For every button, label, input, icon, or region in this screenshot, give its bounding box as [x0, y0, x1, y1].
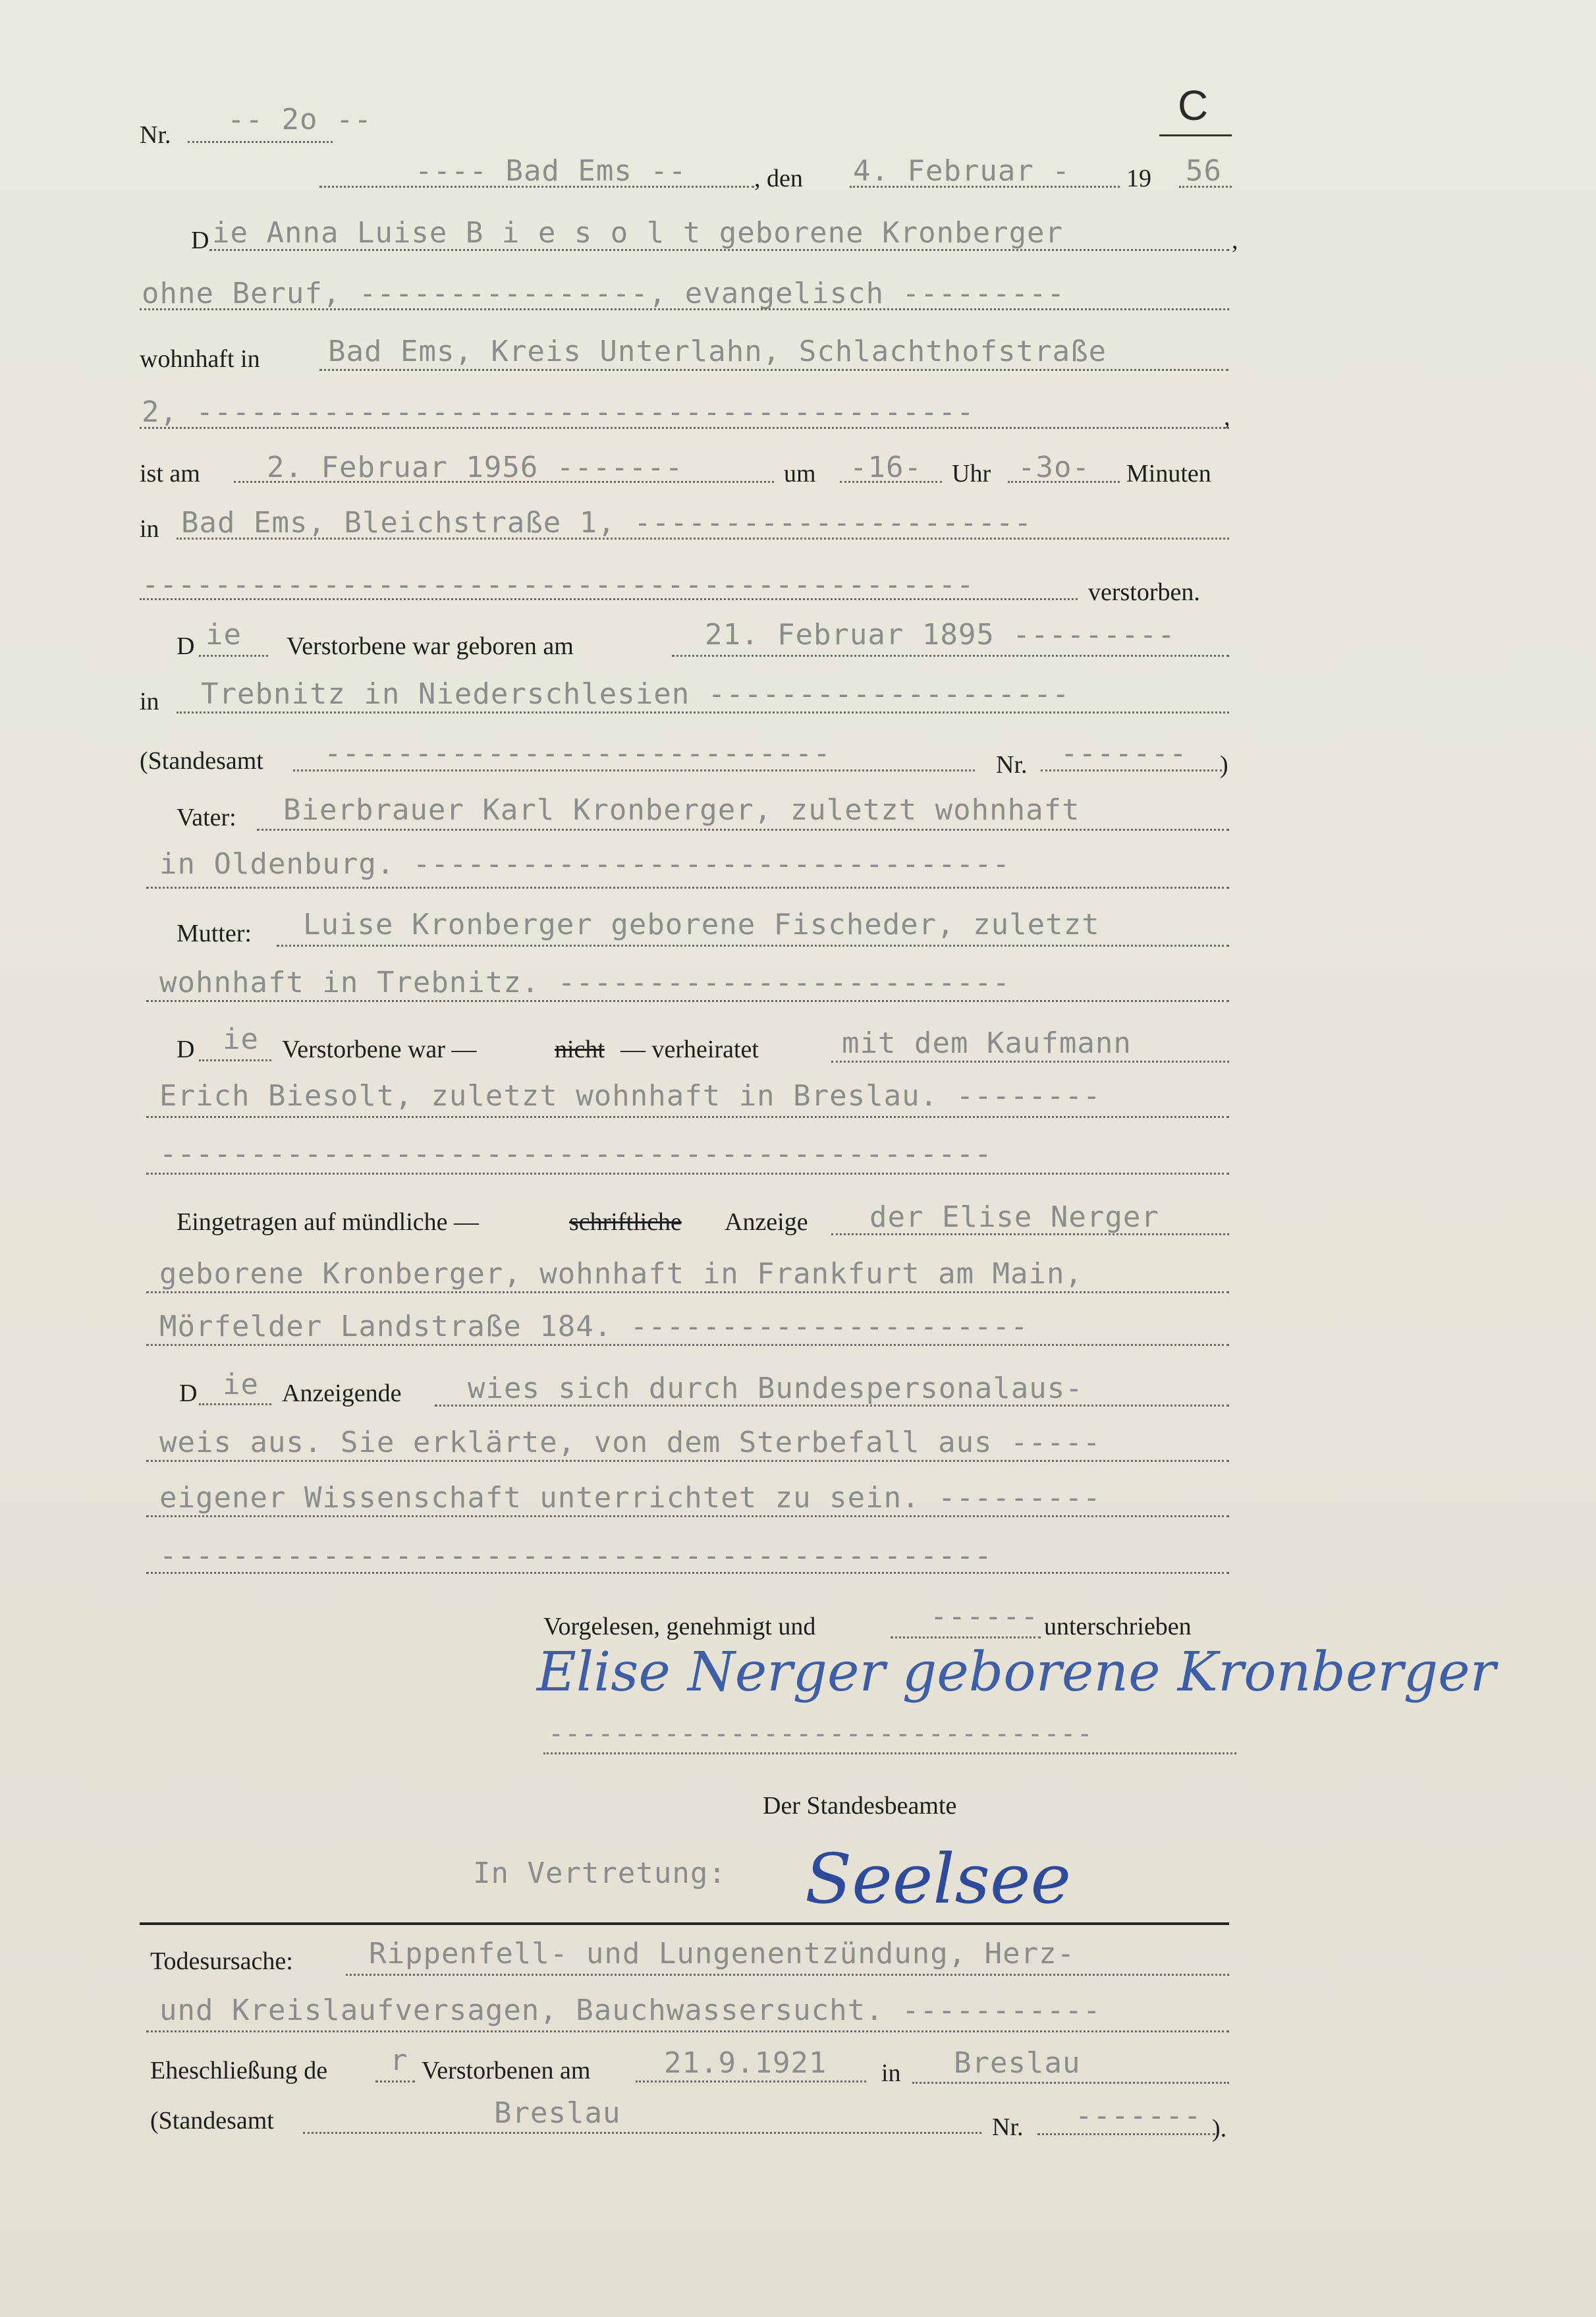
hour-dotline [840, 481, 942, 483]
verh-value2: Erich Biesolt, zuletzt wohnhaft in Breslau. -------- [159, 1079, 1101, 1113]
d4-dotline [199, 1403, 271, 1405]
anzeigende-value4: ---------------------------------------------- [159, 1539, 993, 1573]
nr3-value: ------- [1075, 2099, 1202, 2133]
mutter-value2: wohnhaft in Trebnitz. ------------------------- [159, 966, 1011, 999]
ehe-label2: Verstorbenen am [422, 2057, 591, 2084]
verh-value: mit dem Kaufmann [842, 1026, 1132, 1060]
anzeige3-dotline [146, 1344, 1229, 1346]
mutter2-dotline [146, 1000, 1229, 1002]
ehe-date-dotline [636, 2080, 866, 2082]
verh-label2: — verheiratet [620, 1036, 759, 1063]
year-suffix: 56 [1186, 154, 1222, 188]
unterschrieben-label: unterschrieben [1044, 1613, 1192, 1640]
anzeigende-value: wies sich durch Bundespersonalaus- [468, 1372, 1084, 1405]
nr-value: -- 2o -- [227, 103, 372, 136]
nr-dotline [188, 141, 333, 143]
death-place2-dotline [140, 598, 1078, 600]
vorgelesen-label: Vorgelesen, genehmigt und [543, 1613, 816, 1640]
todesursache-value: Rippenfell- und Lungenentzündung, Herz- [369, 1937, 1076, 1970]
anzeigende4-dotline [146, 1572, 1229, 1574]
year-prefix: 19 [1126, 165, 1151, 192]
nr3-dotline [1037, 2133, 1215, 2135]
section-divider [140, 1922, 1229, 1925]
death-place: Bad Ems, Bleichstraße 1, ---------------------- [181, 506, 1033, 540]
birth-date: 21. Februar 1895 --------- [705, 618, 1176, 652]
born-label: Verstorbene war geboren am [287, 632, 574, 660]
d1-value: ie Anna Luise B i e s o l t geborene Kronberger [212, 216, 1064, 250]
wohnhaft-value2: 2, ------------------------------------------- [142, 395, 975, 429]
birth-place: Trebnitz in Niederschlesien -------------------- [201, 677, 1070, 711]
wohnhaft2-comma: , [1224, 403, 1230, 431]
wohnhaft2-dotline [140, 427, 1229, 429]
d2-dotline [199, 655, 268, 657]
vorgelesen-dotline [891, 1636, 1041, 1638]
death-place2: ---------------------------------------------- [142, 568, 975, 601]
anzeigende-label: Anzeigende [282, 1380, 402, 1407]
nr-label: Nr. [140, 121, 171, 149]
in2-label: in [140, 688, 159, 715]
minuten-label: Minuten [1126, 460, 1211, 488]
nr2-label: Nr. [996, 751, 1028, 779]
ehe-date: 21.9.1921 [664, 2046, 827, 2080]
place-dotline [319, 186, 754, 188]
eingetragen-strike: schriftliche [569, 1208, 682, 1236]
hour-value: -16- [850, 451, 922, 484]
verh3-dotline [146, 1173, 1229, 1175]
mutter-value: Luise Kronberger geborene Fischeder, zuletzt [303, 908, 1100, 941]
standesamt-close: ) [1220, 751, 1228, 779]
verh-dotline [831, 1061, 1229, 1063]
anzeigende-value2: weis aus. Sie erklärte, von dem Sterbefall aus ----- [159, 1426, 1101, 1459]
eingetragen-label: Eingetragen auf mündliche — [177, 1208, 480, 1236]
nr3-label: Nr. [992, 2113, 1024, 2141]
anzeigende2-dotline [146, 1460, 1229, 1462]
anzeigende3-dotline [146, 1515, 1229, 1517]
standesamt2-value: Breslau [494, 2096, 621, 2130]
signature-official: Seelsee [805, 1839, 1072, 1919]
d1-dotline [209, 249, 1229, 251]
death-date-dotline [234, 481, 774, 483]
year-dotline [1179, 186, 1232, 188]
verh-value3: ---------------------------------------------- [159, 1137, 993, 1171]
verstorben-label: verstorben. [1088, 578, 1200, 606]
ehe-place-dotline [912, 2082, 1229, 2084]
um-label: um [784, 460, 816, 488]
standesamt-dotline [293, 769, 975, 771]
standesamt-value: ---------------------------- [324, 737, 831, 770]
todesursache-label: Todesursache: [150, 1947, 293, 1975]
wohnhaft-value: Bad Ems, Kreis Unterlahn, Schlachthofstraße [328, 335, 1107, 368]
anzeigende-dotline [435, 1405, 1229, 1407]
ehe-in-label: in [881, 2059, 901, 2087]
death-date: 2. Februar 1956 ------- [267, 451, 684, 484]
todesursache2-dotline [146, 2030, 1229, 2032]
vater-value: Bierbrauer Karl Kronberger, zuletzt wohnhaft [283, 793, 1080, 827]
den-label: , den [754, 165, 803, 192]
minutes-dotline [1008, 481, 1120, 483]
line2-dotline [140, 308, 1229, 310]
ist-am-label: ist am [140, 460, 200, 488]
anzeige-label: Anzeige [725, 1208, 808, 1236]
uhr-label: Uhr [952, 460, 991, 488]
signature-dotline [543, 1752, 1236, 1754]
vater-label: Vater: [177, 804, 236, 831]
date-dotline [850, 186, 1120, 188]
d3-prefix: D [177, 1036, 195, 1063]
d1-prefix: D [191, 227, 209, 254]
ehe-place: Breslau [954, 2046, 1081, 2080]
minutes-value: -3o- [1018, 451, 1090, 484]
vertretung-stamp: In Vertretung: [473, 1856, 727, 1890]
d3-dotline [199, 1059, 271, 1061]
vater-dotline [257, 829, 1229, 831]
standesbeamte-label: Der Standesbeamte [763, 1792, 957, 1820]
todesursache-value2: und Kreislaufversagen, Bauchwassersucht. ----------- [159, 1994, 1101, 2027]
d3-suffix: ie [223, 1022, 259, 1056]
date-value: 4. Februar - [853, 154, 1070, 188]
d2-suffix: ie [206, 618, 242, 652]
verh-nicht: nicht [555, 1036, 605, 1063]
mutter-label: Mutter: [177, 920, 252, 947]
wohnhaft-label: wohnhaft in [140, 345, 260, 373]
nr2-value: ------- [1060, 737, 1188, 770]
d2-prefix: D [177, 632, 195, 660]
in-label: in [140, 515, 159, 543]
ehe-suffix: r [390, 2044, 408, 2077]
anzeige-dotline [831, 1233, 1229, 1235]
mutter-dotline [277, 945, 1229, 947]
corner-letter: C [1178, 82, 1209, 129]
birth-date-dotline [672, 655, 1229, 657]
corner-letter-underline [1159, 134, 1232, 136]
death-place-dotline [177, 538, 1229, 540]
anzeige-value2: geborene Kronberger, wohnhaft in Frankfurt am Main, [159, 1257, 1084, 1291]
todesursache-dotline [346, 1974, 1229, 1976]
anzeige-value3: Mörfelder Landstraße 184. ---------------------- [159, 1310, 1029, 1343]
anzeige2-dotline [146, 1291, 1229, 1293]
place-value: ---- Bad Ems -- [415, 154, 687, 188]
standesamt-label: (Standesamt [140, 747, 263, 775]
nr2-dotline [1041, 769, 1222, 771]
birth-place-dotline [177, 712, 1229, 713]
standesamt2-close: ). [1212, 2115, 1227, 2142]
ehe-suffix-dotline [375, 2080, 415, 2082]
anzeigende-value3: eigener Wissenschaft unterrichtet zu sein. --------- [159, 1481, 1101, 1515]
standesamt2-label: (Standesamt [150, 2107, 274, 2135]
standesamt2-dotline [303, 2132, 981, 2134]
signature-dashes: --------------------------------- [548, 1719, 1093, 1749]
vater-value2: in Oldenburg. --------------------------------- [159, 847, 1011, 881]
line2-value: ohne Beruf, ----------------, evangelisch --------- [142, 277, 1066, 310]
wohnhaft-dotline [319, 369, 1228, 371]
anzeige-value: der Elise Nerger [869, 1200, 1159, 1234]
d1-comma: , [1232, 227, 1238, 254]
verh2-dotline [146, 1116, 1229, 1118]
ehe-label1: Eheschließung de [150, 2057, 328, 2084]
signature-informant: Elise Nerger geborene Kronberger [537, 1641, 1496, 1704]
d4-prefix: D [179, 1380, 198, 1407]
vater2-dotline [146, 887, 1229, 889]
verh-label1: Verstorbene war — [282, 1036, 477, 1063]
vorgelesen-value: ------ [930, 1600, 1039, 1633]
d4-suffix: ie [223, 1368, 259, 1401]
